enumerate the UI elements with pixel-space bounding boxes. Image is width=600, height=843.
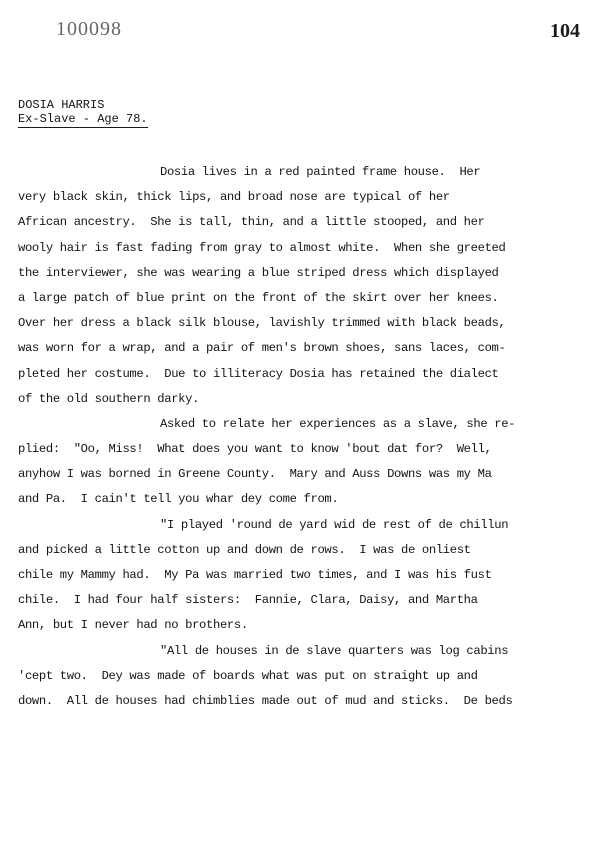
text-line: of the old southern darky. — [18, 391, 200, 406]
text-line: very black skin, thick lips, and broad nose are typical of her — [18, 190, 450, 205]
text-line: Over her dress a black silk blouse, lavishly trimmed with black beads, — [18, 316, 506, 331]
text-line: pleted her costume. Due to illiteracy Dosia has retained the dialect — [18, 366, 499, 381]
interviewee-subtitle: Ex-Slave - Age 78. — [18, 112, 148, 126]
text-line: African ancestry. She is tall, thin, and a little stooped, and her — [18, 215, 485, 230]
text-line: plied: "Oo, Miss! What does you want to know 'bout dat for? Well, — [18, 442, 492, 457]
text-line: 'cept two. Dey was made of boards what was put on straight up and — [18, 668, 478, 683]
text-line: "All de houses in de slave quarters was log cabins — [160, 643, 509, 658]
archive-stamp-number: 100098 — [56, 18, 122, 40]
text-line: "I played 'round de yard wid de rest of de chillun — [160, 517, 509, 532]
text-line: and picked a little cotton up and down de rows. I was de onliest — [18, 542, 471, 557]
text-line: Dosia lives in a red painted frame house. Her — [160, 165, 481, 179]
text-line: down. All de houses had chimblies made out of mud and sticks. De beds — [18, 693, 513, 708]
text-line: chile. I had four half sisters: Fannie, Clara, Daisy, and Martha — [18, 593, 478, 608]
text-line: chile my Mammy had. My Pa was married two times, and I was his fust — [18, 568, 492, 582]
text-line: was worn for a wrap, and a pair of men's brown shoes, sans laces, com- — [18, 341, 506, 356]
page-number: 104 — [550, 20, 580, 42]
narrative-body — [18, 160, 578, 714]
text-line: wooly hair is fast fading from gray to almost white. When she greeted — [18, 240, 506, 255]
interviewee-name: DOSIA HARRIS — [18, 98, 105, 112]
text-line: and Pa. I cain't tell you whar dey come from. — [18, 492, 339, 507]
text-line: Asked to relate her experiences as a slave, she re- — [160, 416, 516, 431]
text-line: anyhow I was borned in Greene County. Mary and Auss Downs was my Ma — [18, 467, 492, 482]
text-line: a large patch of blue print on the front of the skirt over her knees. — [18, 290, 499, 305]
text-line: Ann, but I never had no brothers. — [18, 618, 248, 633]
text-line: the interviewer, she was wearing a blue striped dress which displayed — [18, 265, 499, 280]
interview-header — [18, 98, 148, 128]
